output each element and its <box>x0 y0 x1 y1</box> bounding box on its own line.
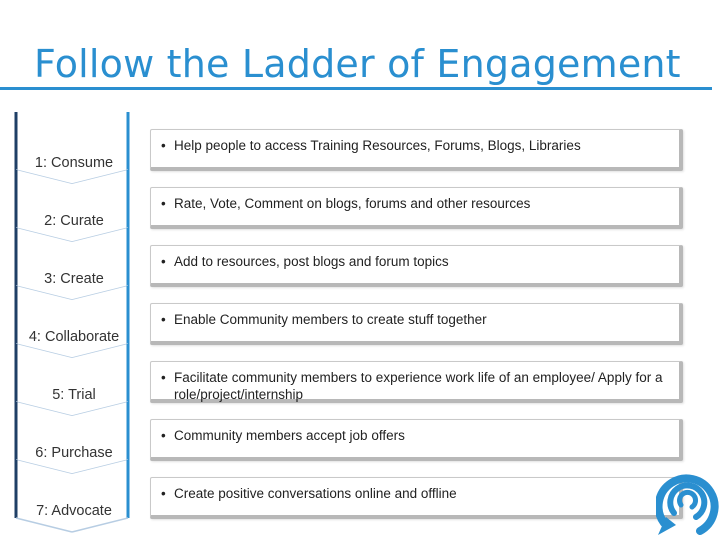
bullet-glyph: • <box>161 486 166 501</box>
bullet-glyph: • <box>161 370 166 385</box>
description-text: Rate, Vote, Comment on blogs, forums and other resources <box>174 196 531 211</box>
bullet-glyph: • <box>161 138 166 153</box>
description-text: Enable Community members to create stuff together <box>174 312 487 327</box>
stage-label-collaborate: 4: Collaborate <box>28 329 120 345</box>
stage-label-create: 3: Create <box>44 271 104 287</box>
chevron-1 <box>16 112 128 184</box>
stage-label-trial: 5: Trial <box>52 387 96 403</box>
description-box-advocate <box>150 477 683 519</box>
bullet-glyph: • <box>161 254 166 269</box>
swirl-logo-icon <box>656 465 722 537</box>
bullet-glyph: • <box>161 312 166 327</box>
description-box-create <box>150 245 683 287</box>
page-title: Follow the Ladder of Engagement <box>0 38 712 90</box>
description-box-purchase <box>150 419 683 461</box>
description-box-curate <box>150 187 683 229</box>
stage-label-curate: 2: Curate <box>44 213 104 229</box>
description-box-consume <box>150 129 683 171</box>
description-text: Help people to access Training Resources, Forums, Blogs, Libraries <box>174 138 581 153</box>
bullet-glyph: • <box>161 196 166 211</box>
stage-label-consume: 1: Consume <box>34 155 114 171</box>
description-text: Add to resources, post blogs and forum topics <box>174 254 449 269</box>
stage-label-advocate: 7: Advocate <box>36 503 112 519</box>
description-box-trial <box>150 361 683 403</box>
description-text: Create positive conversations online and offline <box>174 486 457 501</box>
description-text: Facilitate community members to experience work life of an employee/ Apply for a role/project/internship <box>174 370 663 402</box>
description-text: Community members accept job offers <box>174 428 405 443</box>
description-box-collaborate <box>150 303 683 345</box>
stage-label-purchase: 6: Purchase <box>35 445 113 461</box>
bullet-glyph: • <box>161 428 166 443</box>
